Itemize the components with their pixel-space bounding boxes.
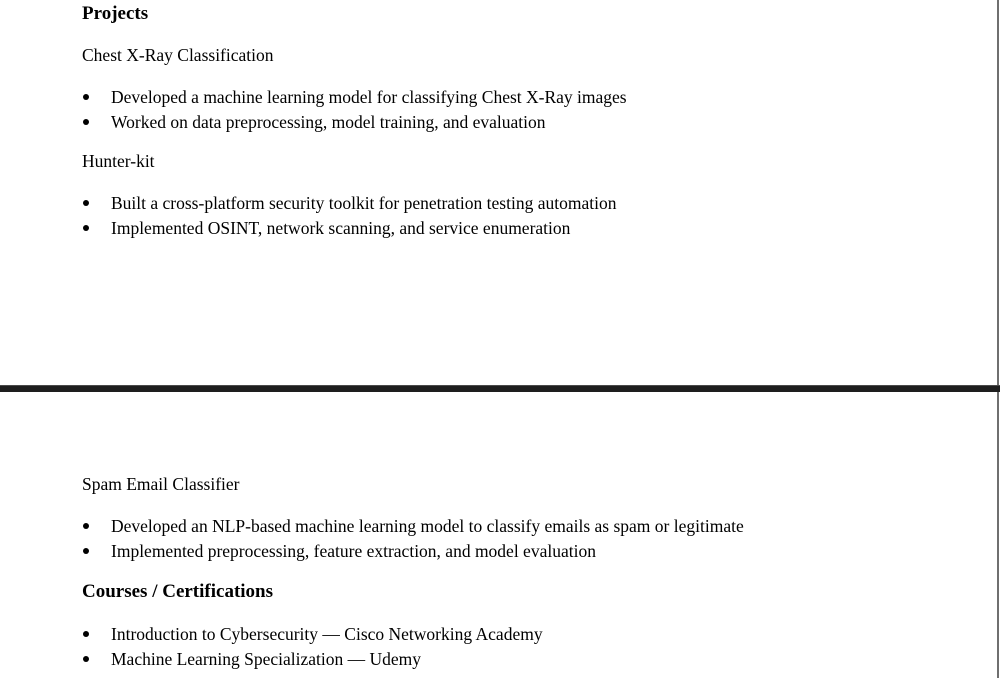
bullet-text: Developed an NLP-based machine learning model to classify emails as spam or legitimate bbox=[111, 516, 744, 536]
course-text: Introduction to Cybersecurity — Cisco Networking Academy bbox=[111, 624, 543, 644]
bullet-icon bbox=[83, 225, 89, 231]
project-title-chest-xray: Chest X-Ray Classification bbox=[82, 45, 274, 65]
bullet-icon bbox=[83, 200, 89, 206]
project-title-hunter-kit: Hunter-kit bbox=[82, 151, 155, 171]
bullet-icon bbox=[83, 631, 89, 637]
bullet-text: Built a cross-platform security toolkit for penetration testing automation bbox=[111, 193, 617, 213]
bullet-icon bbox=[83, 548, 89, 554]
page-separator bbox=[0, 385, 1000, 392]
bullet-text: Worked on data preprocessing, model training, and evaluation bbox=[111, 112, 546, 132]
bullet-icon bbox=[83, 523, 89, 529]
projects-heading: Projects bbox=[82, 3, 149, 24]
courses-heading: Courses / Certifications bbox=[82, 581, 274, 602]
project-title-spam-classifier: Spam Email Classifier bbox=[82, 474, 240, 494]
bullet-text: Developed a machine learning model for classifying Chest X-Ray images bbox=[111, 87, 627, 107]
bullet-icon bbox=[83, 94, 89, 100]
bullet-text: Implemented preprocessing, feature extraction, and model evaluation bbox=[111, 541, 596, 561]
bullet-icon bbox=[83, 656, 89, 662]
document-page-2 bbox=[0, 392, 999, 678]
bullet-text: Implemented OSINT, network scanning, and service enumeration bbox=[111, 218, 571, 238]
bullet-icon bbox=[83, 119, 89, 125]
course-text: Machine Learning Specialization — Udemy bbox=[111, 649, 422, 669]
